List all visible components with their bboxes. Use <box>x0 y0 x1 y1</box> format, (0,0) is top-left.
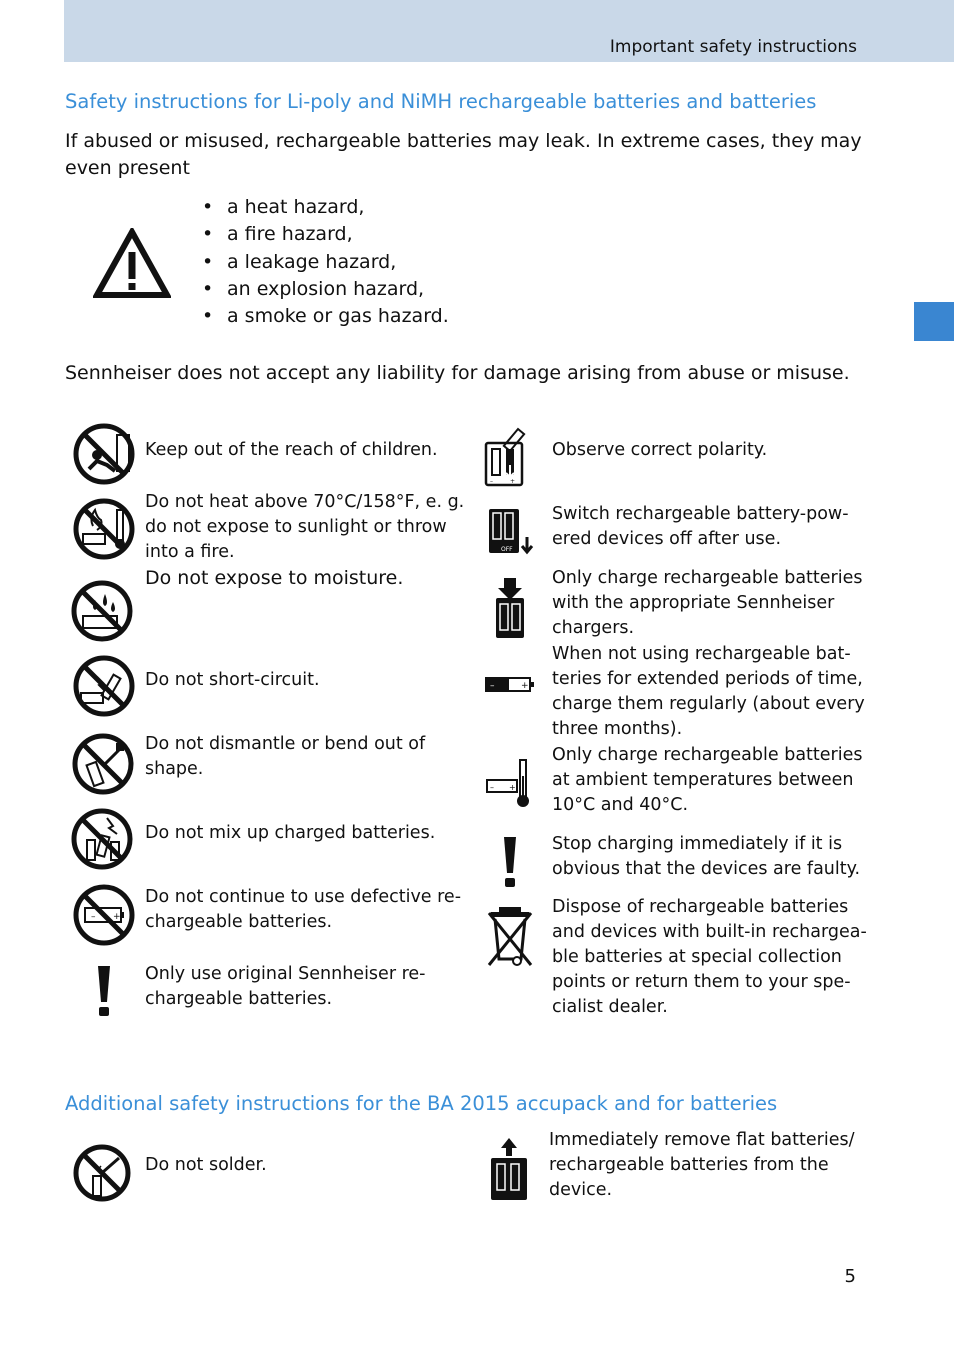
intro-line-1: If abused or misused, rechargeable batteries may leak. In extreme cases, they may <box>65 130 862 152</box>
item-line: shape. <box>145 759 204 779</box>
item-line: rechargeable batteries from the <box>549 1155 829 1175</box>
right-item-7 <box>552 895 867 1020</box>
no-short-circuit-icon <box>71 653 137 719</box>
item-line: Do not dismantle or bend out of <box>145 734 426 754</box>
no-children-icon <box>71 421 137 487</box>
left-item-1 <box>145 438 438 463</box>
item-line: Only use original Sennheiser re- <box>145 964 426 984</box>
svg-text:+: + <box>510 478 516 485</box>
item-line: Immediately remove flat batteries/ <box>549 1130 855 1150</box>
item-line: Dispose of rechargeable batteries <box>552 897 849 917</box>
item-line: Do not heat above 70°C/158°F, e. g. <box>145 492 465 512</box>
left-item-8 <box>145 962 425 1012</box>
svg-text:–: – <box>490 681 495 691</box>
item-line: charge them regularly (about every <box>552 694 865 714</box>
switch-off-label: OFF <box>501 546 513 553</box>
svg-text:+: + <box>113 912 121 922</box>
hazard-item: • a smoke or gas hazard. <box>202 303 449 330</box>
item-line: into a fire. <box>145 542 235 562</box>
exclamation-icon <box>93 964 115 1018</box>
left-item-6 <box>145 821 435 846</box>
no-heat-icon <box>71 496 137 562</box>
left-item-5 <box>145 732 425 782</box>
section2-left-item <box>145 1153 267 1178</box>
item-line: cialist dealer. <box>552 997 668 1017</box>
item-line: Only charge rechargeable batteries <box>552 745 863 765</box>
svg-text:–: – <box>91 912 96 922</box>
no-solder-icon <box>71 1142 133 1204</box>
left-item-4 <box>145 668 320 693</box>
right-item-1 <box>552 438 767 463</box>
section2-heading: Additional safety instructions for the BA 2015 accupack and for batteries <box>65 1092 778 1115</box>
item-line: obvious that the devices are faulty. <box>552 859 861 879</box>
right-item-3 <box>552 566 862 641</box>
item-line: Only charge rechargeable batteries <box>552 568 863 588</box>
charger-icon <box>492 576 528 640</box>
item-line: at ambient temperatures between <box>552 770 854 790</box>
item-line: device. <box>549 1180 613 1200</box>
chapter-tab-marker <box>914 302 954 341</box>
battery-charge-icon <box>485 676 537 694</box>
no-mix-icon <box>69 806 135 872</box>
right-item-6 <box>552 832 860 882</box>
intro-line-2: even present <box>65 157 190 179</box>
hazard-item: • a leakage hazard, <box>202 249 449 276</box>
item-line: chargeable batteries. <box>145 989 333 1009</box>
header-title: Important safety instructions <box>609 37 857 57</box>
right-item-5 <box>552 743 862 818</box>
item-line: do not expose to sunlight or throw <box>145 517 447 537</box>
item-line: 10°C and 40°C. <box>552 795 689 815</box>
section1-heading: Safety instructions for Li-poly and NiMH rechargeable batteries and batteries <box>65 90 817 113</box>
hazard-item: • an explosion hazard, <box>202 276 449 303</box>
item-line: Do not continue to use defective re- <box>145 887 462 907</box>
no-moisture-icon <box>69 578 135 644</box>
hazard-item: • a heat hazard, <box>202 194 449 221</box>
warning-triangle-icon <box>93 228 171 298</box>
left-item-3 <box>145 566 403 591</box>
item-line: chargers. <box>552 618 635 638</box>
hazard-list <box>202 194 449 330</box>
polarity-icon <box>484 421 536 487</box>
item-line: Observe correct polarity. <box>552 440 768 460</box>
no-dismantle-icon <box>70 731 136 797</box>
item-line: Keep out of the reach of children. <box>145 440 438 460</box>
page-number: 5 <box>844 1266 856 1287</box>
item-line: Do not expose to moisture. <box>145 567 404 589</box>
item-line: three months). <box>552 719 683 739</box>
hazard-item: • a fire hazard, <box>202 221 449 248</box>
switch-off-icon <box>487 507 535 557</box>
item-line: Switch rechargeable battery-pow- <box>552 504 849 524</box>
section2-right-item <box>549 1128 854 1203</box>
svg-text:+: + <box>509 783 516 792</box>
left-item-7 <box>145 885 461 935</box>
item-line: Do not solder. <box>145 1155 267 1175</box>
item-line: ered devices off after use. <box>552 529 782 549</box>
right-item-2 <box>552 502 849 552</box>
item-line: and devices with built-in rechargea- <box>552 922 867 942</box>
exclamation-icon <box>499 835 521 889</box>
left-item-2 <box>145 490 464 565</box>
liability-text: Sennheiser does not accept any liability for damage arising from abuse or misuse. <box>65 362 850 384</box>
item-line: with the appropriate Sennheiser <box>552 593 835 613</box>
item-line: teries for extended periods of time, <box>552 669 863 689</box>
item-line: Do not mix up charged batteries. <box>145 823 436 843</box>
svg-text:+: + <box>521 681 529 691</box>
item-line: When not using rechargeable bat- <box>552 644 851 664</box>
thermometer-icon <box>485 758 535 810</box>
item-line: points or return them to your spe- <box>552 972 851 992</box>
svg-text:–: – <box>490 783 494 792</box>
right-item-4 <box>552 642 865 742</box>
no-defective-icon <box>71 882 137 948</box>
item-line: Do not short-circuit. <box>145 670 320 690</box>
item-line: chargeable batteries. <box>145 912 333 932</box>
item-line: Stop charging immediately if it is <box>552 834 843 854</box>
item-line: ble batteries at special collection <box>552 947 842 967</box>
crossed-bin-icon <box>485 905 535 969</box>
remove-battery-icon <box>489 1136 529 1202</box>
svg-text:–: – <box>490 478 493 485</box>
